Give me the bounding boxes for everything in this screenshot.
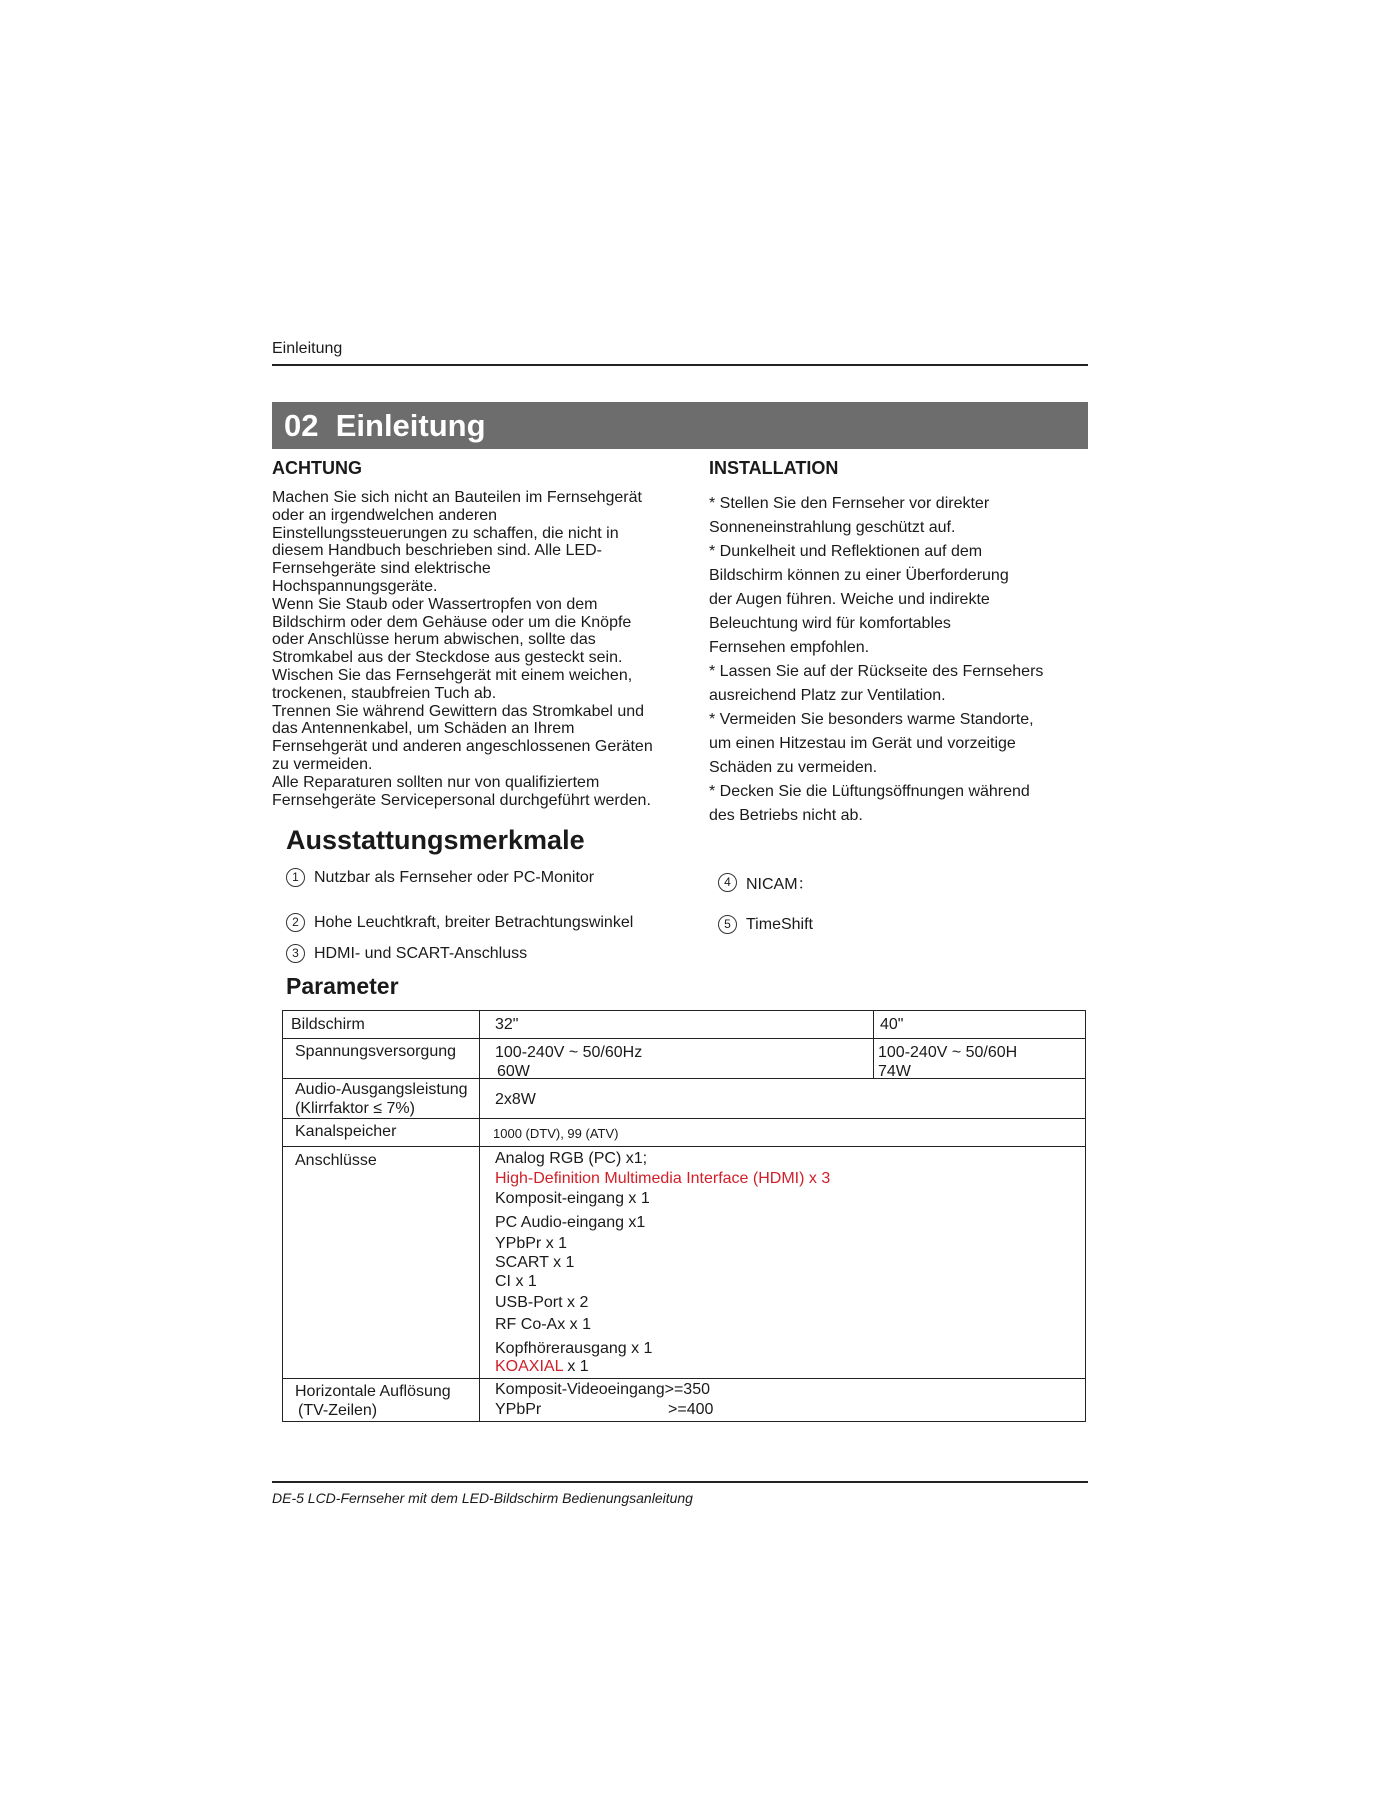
feature-item — [718, 915, 813, 934]
installation-line: ausreichend Platz zur Ventilation. — [709, 687, 946, 704]
chapter-title: Einleitung — [335, 408, 486, 443]
installation-line: * Dunkelheit und Reflektionen auf dem — [709, 543, 983, 560]
param-screen-32: 32" — [495, 1016, 519, 1033]
feature-text: NICAM： — [746, 876, 814, 893]
param-power-40-voltage: 100-240V ~ 50/60H — [878, 1044, 1018, 1061]
feature-number-badge: 2 — [286, 913, 305, 932]
param-label-resolution-line: Horizontale Auflösung — [295, 1383, 451, 1400]
installation-line: Bildschirm können zu einer Überforderung — [709, 567, 1009, 584]
achtung-line: Wenn Sie Staub oder Wassertropfen von dem — [272, 595, 598, 613]
installation-line: um einen Hitzestau im Gerät und vorzeitige — [709, 735, 1016, 752]
param-power-40 — [878, 1043, 1017, 1081]
port-item: RF Co-Ax x 1 — [495, 1316, 592, 1333]
achtung-line: Hochspannungsgeräte. — [272, 577, 438, 595]
header-rule — [272, 364, 1088, 366]
achtung-line: zu vermeiden. — [272, 755, 373, 773]
table-row-divider — [283, 1378, 1085, 1379]
param-label-audio-line: (Klirrfaktor ≤ 7%) — [295, 1100, 415, 1117]
port-item: PC Audio-eingang x1 — [495, 1214, 646, 1231]
installation-line: * Decken Sie die Lüftungsöffnungen während — [709, 783, 1030, 800]
feature-number-badge: 1 — [286, 868, 305, 887]
feature-item — [718, 871, 814, 894]
achtung-line: Fernsehgeräte Servicepersonal durchgeführt werden. — [272, 791, 651, 809]
parameters-heading: Parameter — [286, 973, 399, 999]
port-item: USB-Port x 2 — [495, 1294, 589, 1311]
param-resolution-ypbpr-name: YPbPr — [495, 1401, 542, 1418]
param-screen-40: 40" — [880, 1016, 904, 1033]
port-item: SCART x 1 — [495, 1254, 575, 1271]
port-item: YPbPr x 1 — [495, 1235, 568, 1252]
param-label-resolution-line: (TV-Zeilen) — [298, 1402, 378, 1419]
running-head: Einleitung — [272, 340, 343, 357]
feature-text: HDMI- und SCART-Anschluss — [314, 944, 528, 962]
param-resolution-ypbpr-value: >=400 — [668, 1401, 714, 1418]
chapter-title-bar — [272, 402, 1088, 449]
installation-line: Sonneneinstrahlung geschützt auf. — [709, 519, 956, 536]
param-label-audio-line: Audio-Ausgangsleistung — [295, 1081, 468, 1098]
feature-item — [286, 913, 633, 932]
achtung-line: diesem Handbuch beschrieben sind. Alle LED- — [272, 542, 602, 560]
param-channels-value: 1000 (DTV), 99 (ATV) — [493, 1126, 619, 1141]
achtung-line: Bildschirm oder dem Gehäuse oder um die Knöpfe — [272, 613, 632, 631]
table-column-divider — [479, 1011, 480, 1421]
parameters-table — [282, 1010, 1086, 1422]
installation-line: * Lassen Sie auf der Rückseite des Fernsehers — [709, 663, 1044, 680]
port-item: High-Definition Multimedia Interface (HDMI) x 3 — [495, 1170, 831, 1187]
page-footer: DE-5 LCD-Fernseher mit dem LED-Bildschirm Bedienungsanleitung — [272, 1490, 693, 1506]
installation-line: * Vermeiden Sie besonders warme Standorte, — [709, 711, 1034, 728]
table-row-divider — [283, 1118, 1085, 1119]
achtung-line: Trennen Sie während Gewittern das Stromkabel und — [272, 702, 645, 720]
feature-number-badge: 4 — [718, 873, 737, 892]
chapter-number: 02 — [284, 408, 319, 443]
feature-text: TimeShift — [746, 915, 813, 933]
port-item: CI x 1 — [495, 1273, 537, 1290]
achtung-line: Alle Reparaturen sollten nur von qualifiziertem — [272, 773, 600, 791]
param-power-40-watt: 74W — [878, 1063, 911, 1080]
port-item: Kopfhörerausgang x 1 — [495, 1340, 653, 1357]
features-heading: Ausstattungsmerkmale — [286, 825, 585, 855]
port-koaxial-name: KOAXIAL — [495, 1358, 563, 1375]
installation-line: des Betriebs nicht ab. — [709, 807, 863, 824]
achtung-line: das Antennenkabel, um Schäden an Ihrem — [272, 720, 575, 738]
port-item — [495, 1357, 830, 1376]
feature-number-badge: 5 — [718, 915, 737, 934]
achtung-line: Einstellungssteuerungen zu schaffen, die nicht in — [272, 524, 619, 542]
installation-line: Schäden zu vermeiden. — [709, 759, 878, 776]
param-resolution-composite: Komposit-Videoeingang>=350 — [495, 1381, 710, 1398]
achtung-heading: ACHTUNG — [272, 458, 362, 478]
installation-line: Fernsehen empfohlen. — [709, 639, 870, 656]
achtung-text — [272, 489, 672, 809]
table-row-divider — [283, 1038, 1085, 1039]
table-row-divider — [283, 1146, 1085, 1147]
feature-text: Hohe Leuchtkraft, breiter Betrachtungswinkel — [314, 913, 634, 931]
footer-rule — [272, 1481, 1088, 1483]
param-audio-value: 2x8W — [495, 1091, 536, 1108]
installation-line: Beleuchtung wird für komfortables — [709, 615, 951, 632]
feature-number-badge: 3 — [286, 944, 305, 963]
installation-heading: INSTALLATION — [709, 458, 839, 478]
achtung-line: oder Anschlüsse herum abwischen, sollte das — [272, 631, 596, 649]
table-column-divider — [873, 1011, 874, 1078]
param-ports-list — [495, 1149, 830, 1376]
param-label-resolution — [295, 1382, 451, 1420]
param-power-32-voltage: 100-240V ~ 50/60Hz — [495, 1044, 643, 1061]
param-label-ports: Anschlüsse — [295, 1152, 377, 1169]
param-label-power: Spannungsversorgung — [295, 1043, 457, 1060]
feature-text: Nutzbar als Fernseher oder PC-Monitor — [314, 868, 595, 886]
param-label-channels: Kanalspeicher — [295, 1123, 397, 1140]
achtung-line: oder an irgendwelchen anderen — [272, 506, 498, 524]
achtung-line: Machen Sie sich nicht an Bauteilen im Fernsehgerät — [272, 489, 642, 506]
achtung-line: Wischen Sie das Fernsehgerät mit einem weichen, — [272, 666, 633, 684]
param-power-32 — [495, 1043, 642, 1081]
achtung-line: Fernsehgeräte sind elektrische — [272, 560, 491, 578]
feature-item — [286, 868, 594, 887]
installation-text — [709, 492, 1089, 828]
port-item: Komposit-eingang x 1 — [495, 1190, 650, 1207]
param-power-32-watt: 60W — [497, 1063, 530, 1080]
achtung-line: Fernsehgerät und anderen angeschlossenen Geräten — [272, 738, 653, 756]
achtung-line: trockenen, staubfreien Tuch ab. — [272, 684, 497, 702]
param-label-screen: Bildschirm — [291, 1016, 365, 1033]
port-koaxial-count: x 1 — [562, 1358, 589, 1375]
installation-line: der Augen führen. Weiche und indirekte — [709, 591, 990, 608]
param-label-audio — [295, 1080, 468, 1118]
port-item: Analog RGB (PC) x1; — [495, 1150, 648, 1167]
installation-line: * Stellen Sie den Fernseher vor direkter — [709, 495, 990, 512]
feature-item — [286, 944, 527, 963]
achtung-line: Stromkabel aus der Steckdose aus gesteckt sein. — [272, 649, 623, 667]
